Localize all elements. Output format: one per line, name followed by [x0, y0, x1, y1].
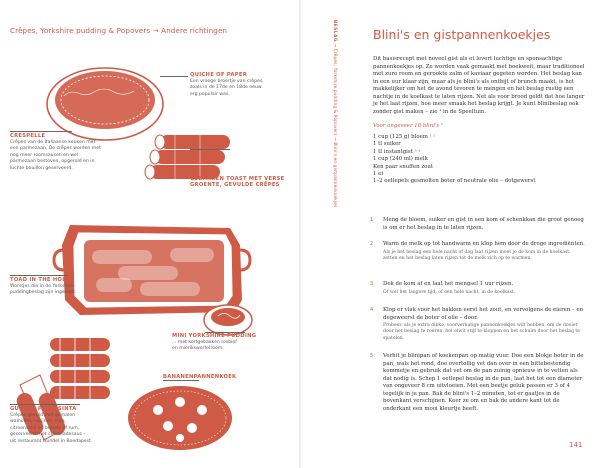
figure-label-toad: [10, 277, 110, 296]
ingredient-text: 1 tl suiker: [373, 141, 401, 148]
figure-label-rolled-crepes: [190, 176, 290, 188]
ingredient-item: [373, 171, 535, 178]
method-step: [370, 307, 585, 342]
ingredient-item: [373, 134, 535, 141]
ingredient-item: [373, 178, 535, 185]
method-step: [370, 217, 585, 232]
ingredient-text: 1 cup (240 ml) melk: [373, 156, 428, 163]
method-step: [370, 353, 585, 413]
figure-label-crespelle: [10, 133, 120, 171]
step-number: 3: [370, 281, 374, 287]
figure-label-mini-yorkshire: [172, 333, 282, 352]
recipe-yield: Voor ongeveer 18 blini's ⁶: [373, 123, 444, 129]
ingredient-marker: ¹ ²: [429, 134, 436, 140]
recipe-intro: Dit basisrecept met noveel gist als et levert luchtige en sponsachtige pannenkoekjes op. Ze worden vaak gemaakt met boekweit, maar traditioneel met zure room en gerookte zalm of kaviaar gegeten worden. Het beslag kan in een uur klaar zijn, maar als je blini's als ontbijt of brunch maakt, is het makkelijker om het de avond tevoren te mengen en het beslag rustig een nachtje in de koelkast te laten rijzen. Net als voor brood geldt dat hoe langer je het laat rijzen, hoe meer smaak het beslag krijgt. Je kunt blinibeslag ook zonder gist maken – zie ¹ in de Speeltuin.: [373, 56, 585, 115]
toad-in-the-hole-illustration: [54, 225, 250, 315]
figure-caption-line: uit restaurant Gundel in Boedapest.: [10, 438, 93, 444]
figure-caption-line: een parmezaan. De crêpes worden met: [10, 146, 101, 152]
figure-caption-line: puddingbeslag zijn ingebakt.: [10, 290, 77, 296]
figure-caption-line: Worstjes die in de Yorkshire-: [10, 284, 75, 289]
figure-caption-line: zoals in de 17de en 18de eeuw: [190, 85, 262, 91]
step-note: Als je het beslag een hele nacht of dag laat rijzen moet je de kom in de koelkast zetten en het beslag laten rijzen tot de melk zich op te warmen.: [383, 249, 570, 261]
figure-title: TOAD IN THE HOLE: [10, 277, 70, 283]
leader-line: [160, 76, 188, 77]
figure-title: GEBAKKEN TOAST MET VERSE GROENTE, GEVULDE CRÊPES: [190, 176, 285, 188]
page-number: 141: [569, 441, 583, 449]
ingredient-text: 1 cup (125 g) bloem: [373, 134, 428, 140]
figure-caption-line: Crêpes van de Italiaanse keuken met: [10, 140, 96, 145]
figure-title: GUNDEL PALACSINTA: [10, 406, 77, 412]
figure-caption-line: citroenschil en brandy of rum,: [10, 425, 80, 431]
figure-caption-line: geserveerd met chocoladesaus –: [10, 432, 86, 438]
figure-title: BANANENPANNENKOEK: [163, 374, 237, 380]
figure-caption-line: erg populair was.: [190, 91, 230, 97]
figure-caption-line: luchte bouillon geserveerd.: [10, 165, 73, 171]
figure-title: MINI YORKSHIRE PUDDING: [172, 333, 257, 339]
leader-line: [190, 149, 230, 150]
figure-caption-line: Een vroege broertje van crêpes,: [190, 79, 264, 84]
leader-line: [10, 131, 72, 132]
vertical-head-path: → Crêpes, Yorkshire pudding & Popovers → Blini's en gistpannenkoekjes: [333, 43, 338, 208]
step-number: 5: [370, 353, 374, 359]
quiche-illustration: [47, 68, 163, 140]
step-text: Klop er vlak voor het bakken eerst het zout, en vervolgens de eieren – en degeweerst de boter of olie – door.: [383, 307, 584, 321]
banana-pancake-illustration: [128, 386, 232, 450]
figure-caption-line: parmezaan bestoven, opgerold en in: [10, 159, 95, 165]
right-page: [301, 0, 600, 468]
step-text: Warm de melk op tot handwarm en klop hem door de droge ingrediënten.: [383, 241, 585, 247]
figure-caption-line: en mierikswortelroom.: [172, 346, 224, 352]
figure-label-quiche: [190, 72, 282, 97]
ingredient-text: 1–2 eetlepels gesmolten boter of neutrale olie – dotgewerst: [373, 178, 536, 185]
step-number: 1: [370, 217, 374, 223]
ingredient-item: [373, 164, 535, 171]
step-note: Probeer, als je extra dikke, voorverkatige pannenkoekjes wilt hebben, om de dooier door het beslag te roeren, het eiwit stijf te kloppen en het schuim door het beslag te spatelen.: [383, 323, 580, 341]
recipe-title: Blini's en gistpannenkoekjes: [373, 27, 551, 42]
figure-title: CRESPELLE: [10, 133, 46, 139]
vertical-running-head: [331, 20, 337, 230]
leader-line: [10, 404, 80, 405]
step-text: Dek de kom af en laat het mengsel 1 uur rijzen.: [383, 281, 514, 287]
figure-title: QUICHE OF PAPER: [190, 72, 247, 78]
mini-yorkshire-illustration: [204, 305, 252, 335]
step-number: 4: [370, 307, 374, 313]
figure-caption-line: ... met kortgebakken rosbief: [172, 340, 237, 345]
ingredient-text: 1 tl instantgist: [373, 148, 413, 155]
step-number: 2: [370, 241, 374, 247]
method-step: [370, 281, 585, 296]
step-text: Verhit je blinipan of koekenpan op matig vuur. Doe een blokje boter in de pan, wals het rond, doe overtollig vet dan over in een bittebestendig kommetje en gebruik dat vet om de pan zuinig opnieuw in te vetten als dat nodig is. Schep 1 eetlepel beslag in de pan, laat het tot een diameter van ongeveer 8 cm uitvloeien. Met een beetje geluk passen er 3 of 4 tegelijk in je pan. Bak de blini's 1–2 minuten, tot er gaatjes in de bovenkant verschijnen. Keer ze om en bak de andere kant tot de onderkant een mooi kleurtje heeft.: [383, 353, 584, 412]
step-text: Meng de bloem, suiker en gist in een kom of schenkkan die groot genoeg is om er het beslag in te laten rijzen.: [383, 217, 584, 231]
ingredient-item: [373, 141, 535, 148]
step-note: Of wel het langere tijd, of een hele nacht, in de koelkast.: [383, 289, 516, 295]
running-head: Crêpes, Yorkshire pudding & Popovers → Andere richtingen: [10, 26, 228, 35]
rolled-crepes-illustration: [145, 135, 230, 180]
figure-caption-line: Crêpes gevuld met gemalen: [10, 413, 76, 418]
ingredient-text: Ken paar snuffen zout: [373, 163, 434, 170]
figure-caption-line: walnoten, rozijnen, rum,: [10, 419, 66, 425]
ingredient-list: [373, 134, 535, 186]
leader-line: [163, 380, 199, 381]
figure-caption-line: nog meer roomsausen en wel: [10, 152, 79, 158]
leader-line: [10, 275, 68, 276]
ingredient-item: [373, 156, 535, 163]
method-step: [370, 241, 585, 262]
ingredient-text: 1 ei: [373, 171, 384, 178]
vertical-head-section: BESLAG: [333, 20, 338, 43]
figure-label-gundel: [10, 406, 110, 444]
ingredient-marker: ³ ⁴: [414, 148, 421, 155]
figure-label-banana-pancake: [163, 374, 263, 380]
